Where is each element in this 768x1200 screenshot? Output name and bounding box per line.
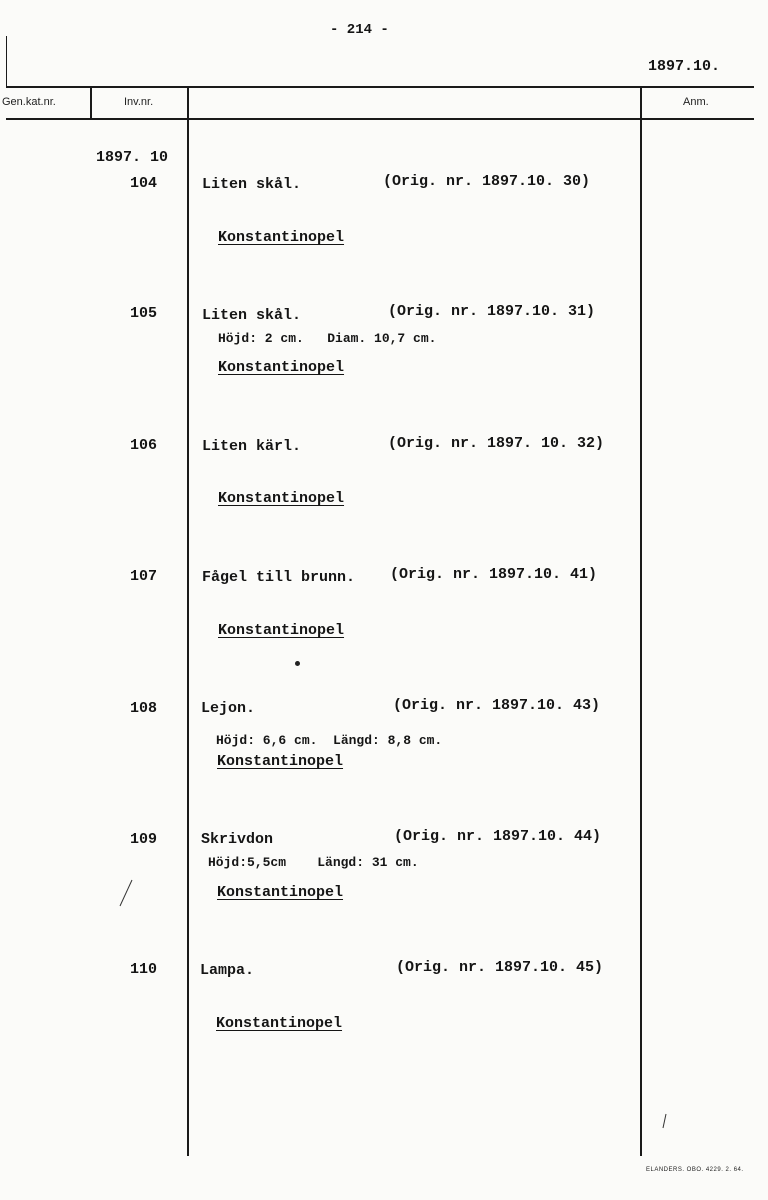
ink-dot bbox=[295, 661, 300, 666]
orig-number: (Orig. nr. 1897.10. 43) bbox=[393, 697, 601, 714]
header-top-rule bbox=[6, 86, 754, 88]
inv-number: 104 bbox=[130, 175, 158, 192]
series-header: 1897.10. bbox=[648, 58, 721, 75]
provenance-place: Konstantinopel bbox=[218, 490, 345, 507]
entry-title: Liten skål. bbox=[202, 307, 302, 324]
page-number: - 214 - bbox=[330, 22, 389, 38]
inv-number: 109 bbox=[130, 831, 158, 848]
page-left-edge bbox=[6, 36, 7, 86]
entry-title: Lampa. bbox=[200, 962, 255, 979]
measurements: Höjd: 6,6 cm. Längd: 8,8 cm. bbox=[216, 733, 443, 748]
provenance-place: Konstantinopel bbox=[218, 229, 345, 246]
orig-number: (Orig. nr. 1897.10. 41) bbox=[390, 566, 598, 583]
entry-title: Liten skål. bbox=[202, 176, 302, 193]
inv-number: 110 bbox=[130, 961, 158, 978]
entry-title: Skrivdon bbox=[201, 831, 274, 848]
provenance-place: Konstantinopel bbox=[217, 884, 344, 901]
column-header-inv-nr: Inv.nr. bbox=[124, 96, 154, 108]
pen-mark bbox=[116, 878, 136, 908]
orig-number: (Orig. nr. 1897. 10. 32) bbox=[388, 435, 605, 452]
column-header-anm: Anm. bbox=[683, 96, 709, 108]
entry-title: Liten kärl. bbox=[202, 438, 302, 455]
orig-number: (Orig. nr. 1897.10. 45) bbox=[396, 959, 604, 976]
pen-mark bbox=[660, 1112, 670, 1132]
measurements: Höjd: 2 cm. Diam. 10,7 cm. bbox=[218, 331, 437, 346]
column-divider-description bbox=[187, 88, 189, 1156]
orig-number: (Orig. nr. 1897.10. 30) bbox=[383, 173, 591, 190]
provenance-place: Konstantinopel bbox=[216, 1015, 343, 1032]
column-divider-inv bbox=[90, 88, 92, 120]
printer-mark: ELANDERS. OBO. 4229. 2. 64. bbox=[646, 1167, 744, 1173]
provenance-place: Konstantinopel bbox=[217, 753, 344, 770]
inv-number: 107 bbox=[130, 568, 158, 585]
series-label: 1897. 10 bbox=[96, 149, 169, 166]
provenance-place: Konstantinopel bbox=[218, 359, 345, 376]
inv-number: 105 bbox=[130, 305, 158, 322]
header-bottom-rule bbox=[6, 118, 754, 120]
inv-number: 108 bbox=[130, 700, 158, 717]
entry-title: Fågel till brunn. bbox=[202, 569, 356, 586]
entry-title: Lejon. bbox=[201, 700, 256, 717]
orig-number: (Orig. nr. 1897.10. 44) bbox=[394, 828, 602, 845]
measurements: Höjd:5,5cm Längd: 31 cm. bbox=[208, 855, 419, 870]
inv-number: 106 bbox=[130, 437, 158, 454]
orig-number: (Orig. nr. 1897.10. 31) bbox=[388, 303, 596, 320]
provenance-place: Konstantinopel bbox=[218, 622, 345, 639]
column-divider-anm bbox=[640, 88, 642, 1156]
column-header-gen-kat-nr: Gen.kat.nr. bbox=[2, 96, 56, 108]
